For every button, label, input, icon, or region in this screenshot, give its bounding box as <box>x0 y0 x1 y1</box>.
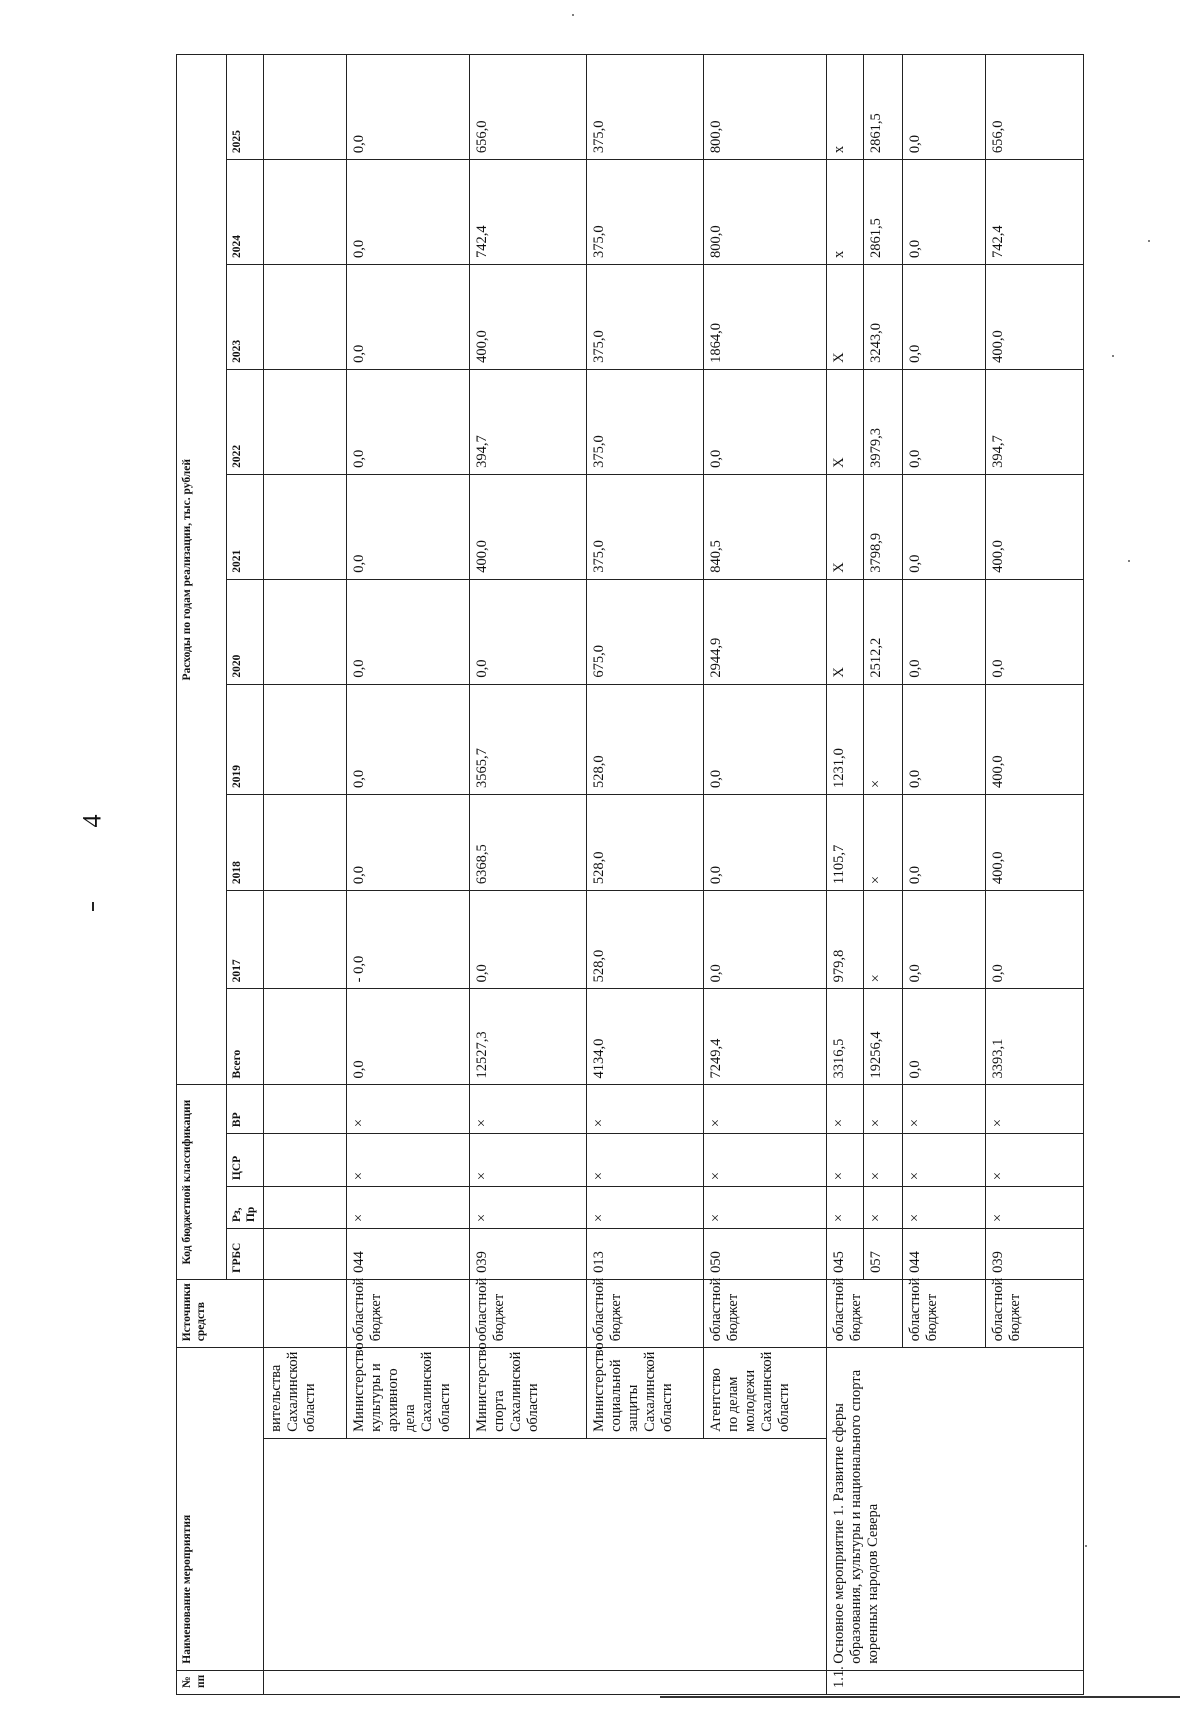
cell-csr: × <box>827 1134 864 1187</box>
cell-vr: × <box>903 1085 986 1134</box>
cell-exec: Министерство спорта Сахалинской области <box>470 1348 587 1439</box>
cell-value: 656,0 <box>986 55 1084 160</box>
cell-csr: × <box>704 1134 827 1187</box>
header-year: 2019 <box>227 684 264 794</box>
header-num: № пп <box>177 1670 264 1694</box>
cell-source: областной бюджет <box>903 1279 986 1347</box>
header-year: 2022 <box>227 369 264 474</box>
cell-value: 3798,9 <box>864 474 903 579</box>
cell-value: 400,0 <box>986 474 1084 579</box>
cell-vr: × <box>347 1085 470 1134</box>
header-rzpr: Рз, Пр <box>227 1187 264 1229</box>
header-year: 2018 <box>227 795 264 891</box>
cell-value: x <box>827 55 864 160</box>
cell-source: областной бюджет <box>470 1279 587 1347</box>
cell-value: 528,0 <box>587 684 704 794</box>
cell-value: 840,5 <box>704 474 827 579</box>
cell-value: 742,4 <box>986 160 1084 265</box>
cell-value: 0,0 <box>903 684 986 794</box>
cell-value: 0,0 <box>470 891 587 989</box>
cell-value: 0,0 <box>347 160 470 265</box>
cell-value: 1864,0 <box>704 265 827 370</box>
cell-value: × <box>864 684 903 794</box>
cell-value <box>264 265 347 370</box>
cell-value: X <box>827 369 864 474</box>
cell-value: 0,0 <box>903 474 986 579</box>
cell-rzpr: × <box>347 1187 470 1229</box>
cell-value: 0,0 <box>903 265 986 370</box>
cell-value: 0,0 <box>347 55 470 160</box>
cell-value: 375,0 <box>587 474 704 579</box>
cell-exec: вительства Сахалинской области <box>264 1348 347 1439</box>
cell-total: 19256,4 <box>864 989 903 1085</box>
cell-csr: × <box>470 1134 587 1187</box>
header-grbs: ГРБС <box>227 1229 264 1280</box>
cell-value: 2861,5 <box>864 160 903 265</box>
cell-rzpr: × <box>827 1187 864 1229</box>
cell-total: 3316,5 <box>827 989 864 1085</box>
cell-name <box>264 1438 827 1670</box>
cell-value: 2512,2 <box>864 579 903 684</box>
cell-exec: Министерство социальной защиты Сахалинской области <box>587 1348 704 1439</box>
cell-value: 400,0 <box>470 474 587 579</box>
header-source: Источники средств <box>177 1279 264 1347</box>
cell-value: × <box>864 891 903 989</box>
cell-grbs <box>264 1229 347 1280</box>
header-year: 2025 <box>227 55 264 160</box>
cell-total: 0,0 <box>347 989 470 1085</box>
cell-value: 0,0 <box>903 891 986 989</box>
table-row <box>827 55 864 1695</box>
cell-grbs: 039 <box>470 1229 587 1280</box>
cell-total: 3393,1 <box>986 989 1084 1085</box>
cell-value <box>264 795 347 891</box>
cell-value <box>264 55 347 160</box>
measure-name: Основное мероприятие 1. Развитие сферы образования, культуры и национального спорта коренных народов Севера <box>827 1348 1084 1670</box>
cell-csr: × <box>347 1134 470 1187</box>
cell-value: 0,0 <box>347 369 470 474</box>
cell-value: 0,0 <box>347 265 470 370</box>
header-year: 2017 <box>227 891 264 989</box>
cell-value: 0,0 <box>903 160 986 265</box>
header-code-group: Код бюджетной классификации <box>177 1085 227 1279</box>
cell-vr: × <box>470 1085 587 1134</box>
header-vr: ВР <box>227 1085 264 1134</box>
cell-total: 0,0 <box>903 989 986 1085</box>
header-year: 2023 <box>227 265 264 370</box>
header-year: 2021 <box>227 474 264 579</box>
cell-csr: × <box>903 1134 986 1187</box>
cell-grbs: 013 <box>587 1229 704 1280</box>
cell-rzpr: × <box>587 1187 704 1229</box>
cell-source: областной бюджет <box>986 1279 1084 1347</box>
cell-vr: × <box>864 1085 903 1134</box>
scan-speck <box>572 14 574 16</box>
cell-value: 0,0 <box>986 891 1084 989</box>
header-total: Всего <box>227 989 264 1085</box>
header-name: Наименование мероприятия <box>177 1348 264 1670</box>
scan-speck <box>1085 1545 1087 1547</box>
cell-value: 2944,9 <box>704 579 827 684</box>
cell-value: 0,0 <box>347 684 470 794</box>
cell-vr: × <box>827 1085 864 1134</box>
cell-value: 0,0 <box>470 579 587 684</box>
cell-source: областной бюджет <box>347 1279 470 1347</box>
cell-vr: × <box>986 1085 1084 1134</box>
cell-grbs: 057 <box>864 1229 903 1280</box>
cell-total: 4134,0 <box>587 989 704 1085</box>
cell-source: областной бюджет <box>587 1279 704 1347</box>
cell-value: - 0,0 <box>347 891 470 989</box>
cell-value: x <box>827 160 864 265</box>
cell-csr: × <box>587 1134 704 1187</box>
header-year: 2020 <box>227 579 264 684</box>
table-row <box>264 55 347 1695</box>
cell-grbs: 044 <box>903 1229 986 1280</box>
cell-value: 800,0 <box>704 160 827 265</box>
cell-exec: Министерство культуры и архивного дела Сахалинской области <box>347 1348 470 1439</box>
cell-total: 12527,3 <box>470 989 587 1085</box>
cell-value: 375,0 <box>587 55 704 160</box>
scan-speck <box>1128 560 1130 562</box>
cell-grbs: 044 <box>347 1229 470 1280</box>
cell-value: 675,0 <box>587 579 704 684</box>
cell-value: X <box>827 474 864 579</box>
scan-speck <box>1148 240 1150 242</box>
scan-speck <box>1112 355 1114 357</box>
cell-value: 400,0 <box>986 795 1084 891</box>
rotated-table-wrapper <box>176 54 1084 1695</box>
cell-value: 0,0 <box>903 55 986 160</box>
cell-value: 375,0 <box>587 160 704 265</box>
cell-value: 0,0 <box>704 684 827 794</box>
cell-value: 800,0 <box>704 55 827 160</box>
cell-rzpr: × <box>986 1187 1084 1229</box>
cell-value: 0,0 <box>704 891 827 989</box>
cell-source: областной бюджет <box>827 1279 903 1347</box>
cell-value: 400,0 <box>986 265 1084 370</box>
cell-value: 394,7 <box>470 369 587 474</box>
cell-value: 0,0 <box>903 579 986 684</box>
cell-value: 3565,7 <box>470 684 587 794</box>
cell-value: 3979,3 <box>864 369 903 474</box>
cell-value <box>264 369 347 474</box>
cell-value <box>264 474 347 579</box>
cell-rzpr: × <box>903 1187 986 1229</box>
cell-value: 375,0 <box>587 369 704 474</box>
scan-edge-line <box>660 1696 1180 1698</box>
cell-value: 0,0 <box>347 474 470 579</box>
cell-value: 528,0 <box>587 795 704 891</box>
cell-value: 6368,5 <box>470 795 587 891</box>
cell-value <box>264 891 347 989</box>
cell-vr: × <box>704 1085 827 1134</box>
cell-source: областной бюджет <box>704 1279 827 1347</box>
cell-value: 0,0 <box>704 369 827 474</box>
cell-total: 7249,4 <box>704 989 827 1085</box>
cell-total <box>264 989 347 1085</box>
header-csr: ЦСР <box>227 1134 264 1187</box>
cell-value: 400,0 <box>986 684 1084 794</box>
cell-rzpr <box>264 1187 347 1229</box>
cell-value: 3243,0 <box>864 265 903 370</box>
cell-value: 2861,5 <box>864 55 903 160</box>
cell-value <box>264 160 347 265</box>
header-years-group: Расходы по годам реализации, тыс. рублей <box>177 55 227 1085</box>
cell-value: 0,0 <box>986 579 1084 684</box>
cell-csr: × <box>986 1134 1084 1187</box>
page-number: 4 <box>77 814 107 828</box>
cell-rzpr: × <box>864 1187 903 1229</box>
cell-value: 742,4 <box>470 160 587 265</box>
cell-rzpr: × <box>704 1187 827 1229</box>
budget-table <box>176 54 1084 1695</box>
cell-value: 0,0 <box>903 795 986 891</box>
cell-value: × <box>864 795 903 891</box>
cell-grbs: 039 <box>986 1229 1084 1280</box>
cell-grbs: 050 <box>704 1229 827 1280</box>
cell-value: 0,0 <box>903 369 986 474</box>
cell-value: 528,0 <box>587 891 704 989</box>
page-dash <box>92 902 94 911</box>
cell-value: 0,0 <box>347 795 470 891</box>
header-year: 2024 <box>227 160 264 265</box>
cell-value <box>264 684 347 794</box>
cell-value: 0,0 <box>347 579 470 684</box>
cell-value: 656,0 <box>470 55 587 160</box>
cell-value: 375,0 <box>587 265 704 370</box>
measure-num: 1.1. <box>827 1670 1084 1694</box>
cell-value: X <box>827 265 864 370</box>
cell-value: 1105,7 <box>827 795 864 891</box>
cell-value: 400,0 <box>470 265 587 370</box>
cell-vr <box>264 1085 347 1134</box>
cell-rzpr: × <box>470 1187 587 1229</box>
cell-value: X <box>827 579 864 684</box>
cell-value: 0,0 <box>704 795 827 891</box>
cell-num <box>264 1670 827 1694</box>
cell-vr: × <box>587 1085 704 1134</box>
cell-source <box>264 1279 347 1347</box>
cell-value: 979,8 <box>827 891 864 989</box>
cell-exec: Агентство по делам молодежи Сахалинской области <box>704 1348 827 1439</box>
cell-csr: × <box>864 1134 903 1187</box>
cell-grbs: 045 <box>827 1229 864 1280</box>
cell-value: 1231,0 <box>827 684 864 794</box>
cell-csr <box>264 1134 347 1187</box>
cell-value <box>264 579 347 684</box>
cell-value: 394,7 <box>986 369 1084 474</box>
